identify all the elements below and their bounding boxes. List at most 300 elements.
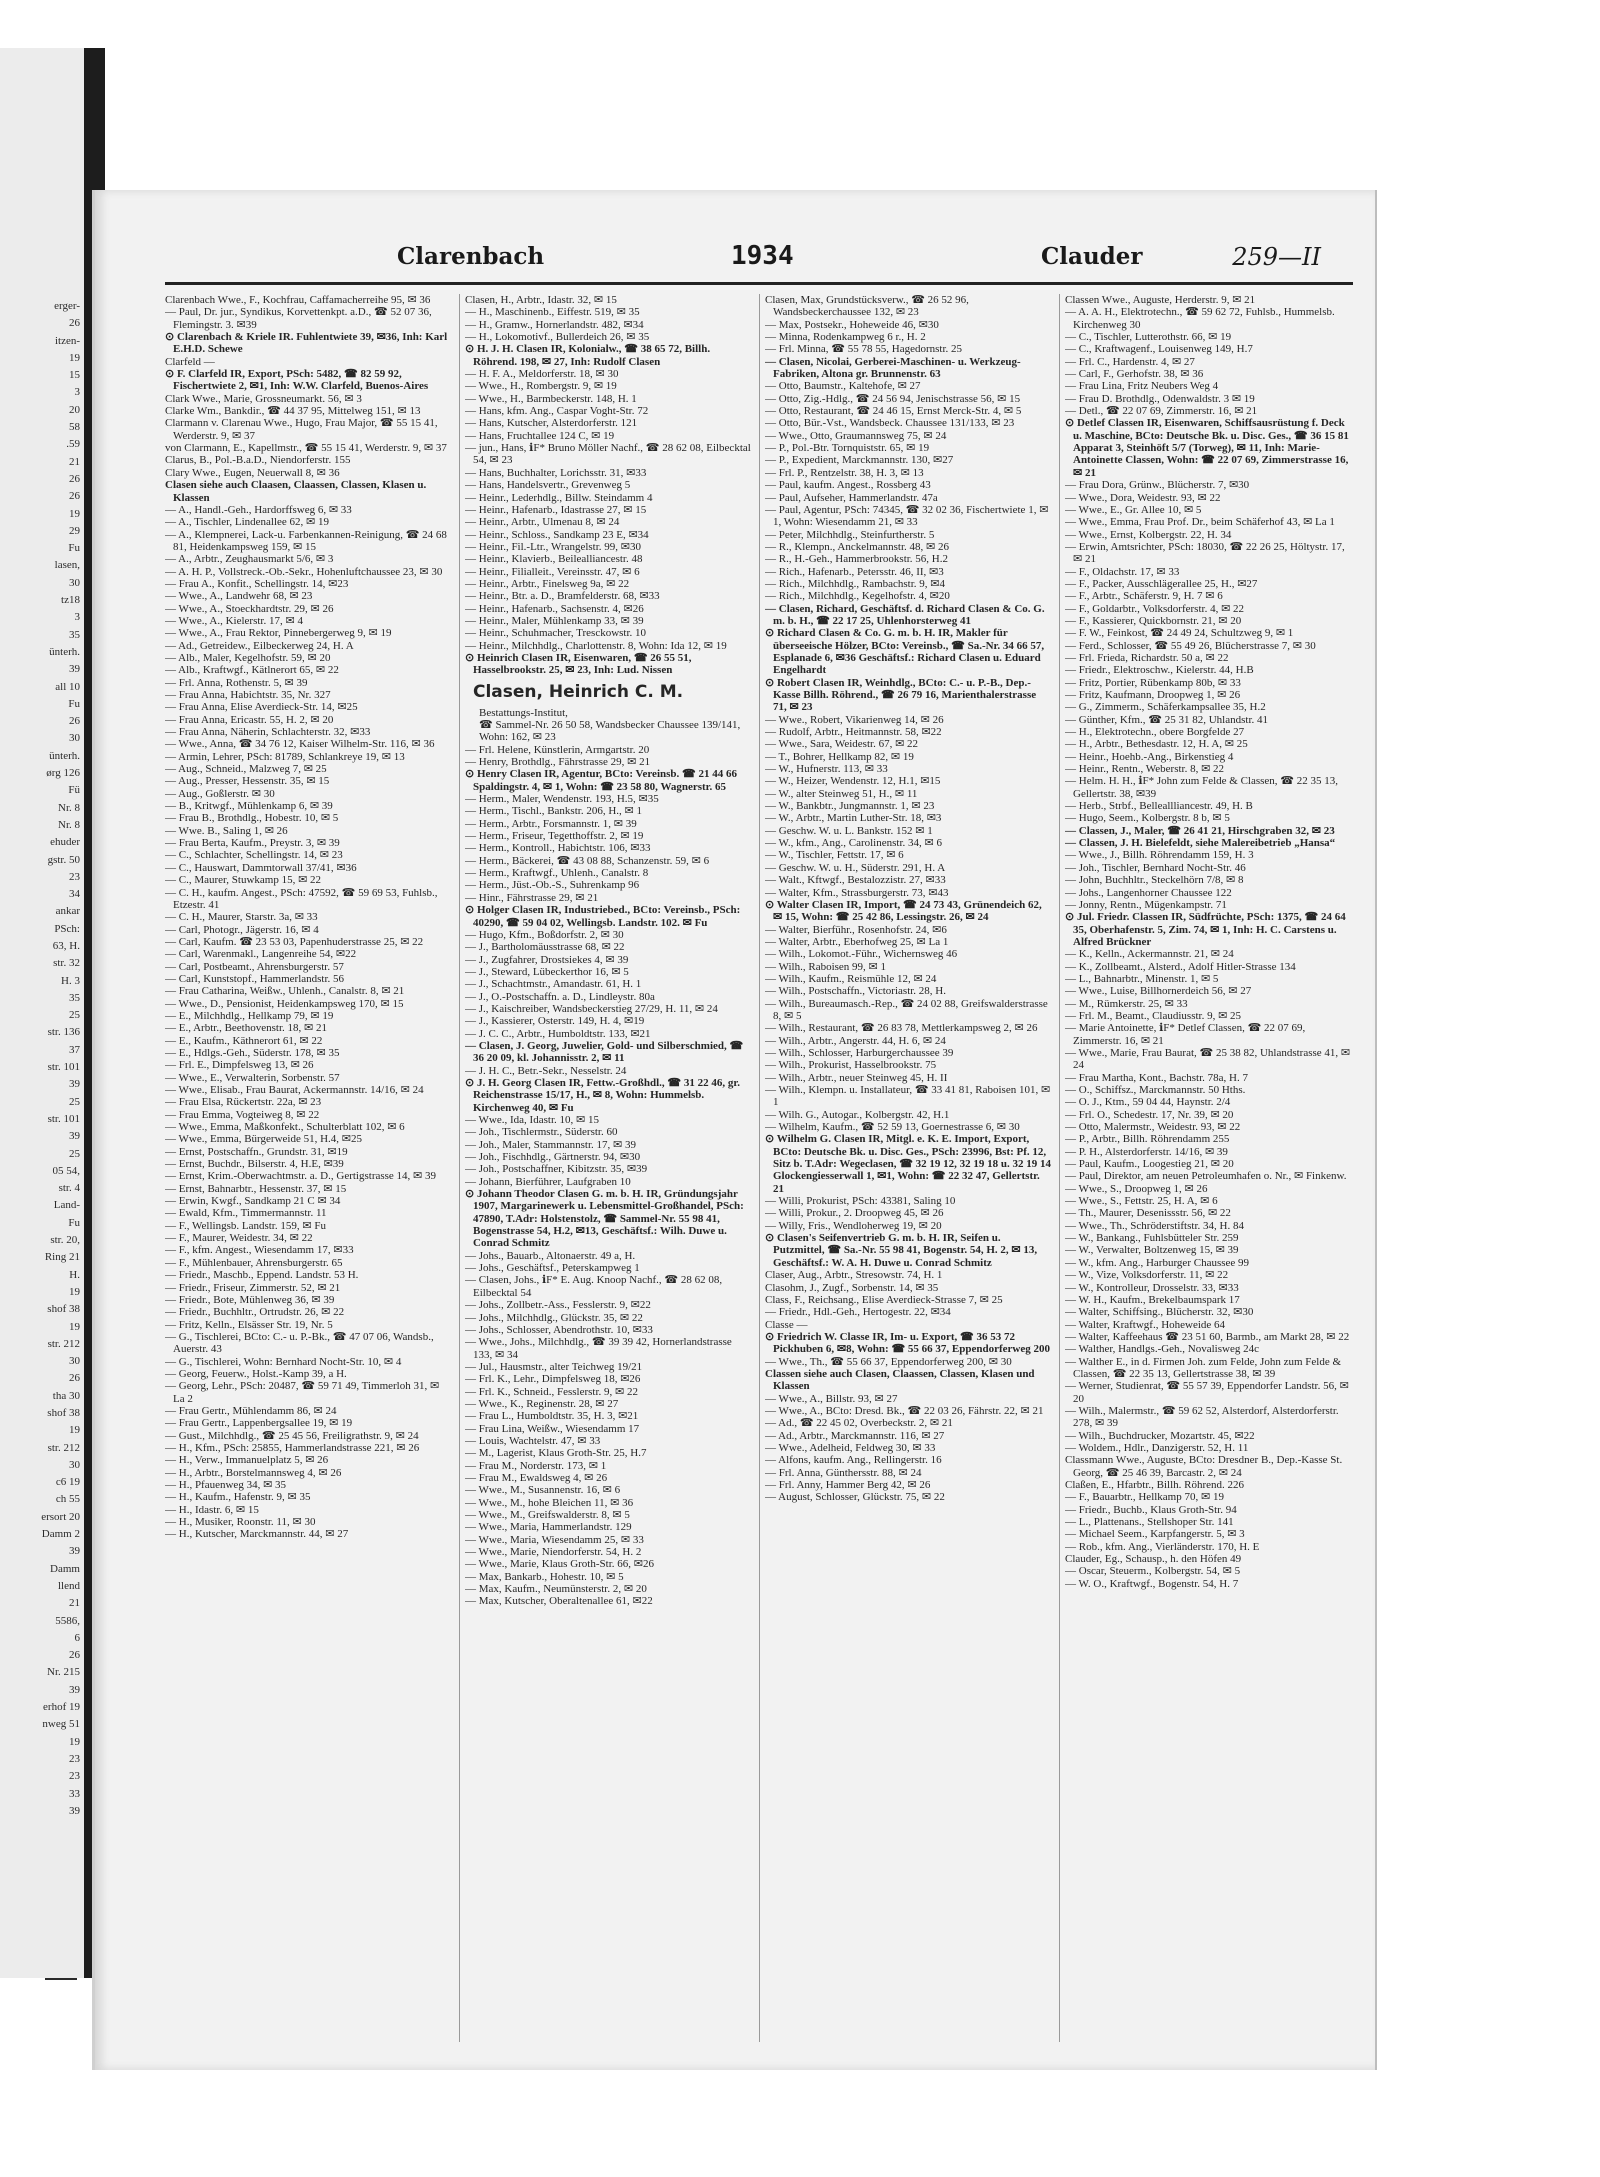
facing-page-fragment-line: 05 54,: [52, 1164, 80, 1177]
directory-entry: — J., Bartholomäusstrasse 68, ✉ 22: [465, 941, 625, 954]
directory-entry: — Herm., Tischl., Bankstr. 206, H., ✉ 1: [465, 805, 642, 818]
directory-entry: — K., Kelln., Ackermannstr. 21, ✉ 24: [1065, 948, 1234, 961]
directory-entry: — Otto, Bür.-Vst., Wandsbeck. Chaussee 131/133, ✉ 23: [765, 417, 1015, 430]
directory-entry: — Herm., Kraftwgf., Uhlenh., Canalstr. 8: [465, 867, 649, 880]
facing-page-fragment-line: Fu: [68, 1216, 80, 1229]
facing-page-fragment-line: str. 101: [47, 1112, 80, 1125]
directory-entry: — Ferd., Schlosser, ☎ 55 49 26, Blücherstrasse 7, ✉ 30: [1065, 639, 1316, 652]
directory-entry: — C., Schlachter, Schellingstr. 14, ✉ 23: [165, 849, 343, 862]
facing-page-fragment-line: Fu: [68, 697, 80, 710]
directory-entry: — Frau D. Brothdlg., Odenwaldstr. 3 ✉ 19: [1065, 392, 1255, 405]
directory-entry: — O., Schiffsz., Marckmannstr. 50 Hths.: [1065, 1084, 1246, 1096]
facing-page-fragment-line: 25: [69, 1095, 80, 1108]
directory-entry: — Paul, Dr. jur., Syndikus, Korvettenkpt. a.D., ☎ 52 07 36, Flemingstr. 3. ✉39: [165, 306, 432, 331]
facing-page-fragment-line: str. 101: [47, 1061, 80, 1074]
directory-entry: Bestattungs-Institut,: [479, 706, 568, 719]
facing-page-fragment-line: 33: [69, 1787, 80, 1800]
directory-entry: — Fritz, Kaufmann, Droopweg 1, ✉ 26: [1065, 689, 1241, 701]
directory-entry: — Max, Postsekr., Hoheweide 46, ✉30: [765, 318, 939, 331]
directory-entry: ⊙ J. H. Georg Clasen IR, Fettw.-Großhdl., ☎ 31 22 46, gr. Reichenstrasse 15/17, H., ✉ 8, Wohn: Hummelsb. Kirchenweg 40, ✉ Fu: [465, 1076, 740, 1114]
directory-entry: — Wwe., H., Rombergstr. 9, ✉ 19: [465, 380, 617, 393]
facing-page-fragment-line: tz18: [61, 594, 80, 607]
directory-entry: — Johs., Milchhdlg., Glückstr. 35, ✉ 22: [465, 1311, 643, 1324]
directory-entry: — Minna, Rodenkampweg 6 r., H. 2: [765, 331, 926, 344]
directory-entry: von Clarmann, E., Kapellmstr., ☎ 55 15 41, Werderstr. 9, ✉ 37: [165, 442, 447, 455]
directory-entry: — C. H., kaufm. Angest., PSch: 47592, ☎ 59 69 53, Fuhlsb., Etzestr. 41: [165, 886, 438, 911]
facing-page-fragment-line: shof 38: [47, 1407, 80, 1419]
directory-entry: — Friedr., Hdl.-Geh., Hertogestr. 22, ✉34: [765, 1306, 951, 1319]
facing-page-fragment-line: llend: [58, 1579, 80, 1592]
directory-entry: — Hans, Fruchtallee 124 C, ✉ 19: [465, 429, 615, 442]
facing-page-fragment-line: Nr. 215: [47, 1666, 80, 1679]
facing-page-fragment-line: str. 4: [58, 1182, 80, 1195]
directory-entry: — H., Verw., Immanuelplatz 5, ✉ 26: [165, 1454, 329, 1467]
facing-page-fragment-line: ankar: [55, 905, 80, 918]
directory-entry: — Carl, Kaufm. ☎ 23 53 03, Papenhuderstrasse 25, ✉ 22: [165, 935, 424, 948]
directory-entry: — M., Lagerist, Klaus Groth-Str. 25, H.7: [465, 1447, 647, 1460]
facing-page-fragment-line: .59: [66, 438, 80, 451]
column-1: [165, 294, 451, 2042]
directory-entry: — Frl. K., Schneid., Fesslerstr. 9, ✉ 22: [465, 1385, 638, 1398]
facing-page-fragment-line: 30: [69, 732, 80, 745]
directory-entry: Clasen, Max, Grundstücksverw., ☎ 26 52 96, Wandsbeckerchaussee 132, ✉ 23: [765, 294, 969, 319]
directory-entry: — Wilh., Schlosser, Harburgerchaussee 39: [765, 1046, 954, 1059]
directory-entry: — Joh., Maler, Stammannstr. 17, ✉ 39: [465, 1138, 637, 1151]
directory-entry: — Heinr., Hafenarb., Idastrasse 27, ✉ 15: [465, 503, 647, 516]
directory-entry: — P. H., Alsterdorferstr. 14/16, ✉ 39: [1065, 1145, 1228, 1158]
directory-entry: — Friedr., Elektroschw., Kielerstr. 44, H.B: [1065, 664, 1254, 677]
directory-entry: — Wwe., H., Barmbeckerstr. 148, H. 1: [465, 392, 637, 405]
directory-entry: — Johs., Schlosser, Abendrothstr. 10, ✉33: [465, 1323, 653, 1336]
directory-entry: — R., Klempn., Anckelmannstr. 48, ✉ 26: [765, 540, 949, 553]
directory-entry: — Friedr., Maschb., Eppend. Landstr. 53 H.: [165, 1269, 359, 1282]
directory-entry: — W., Vize, Volksdorferstr. 11, ✉ 22: [1065, 1269, 1229, 1282]
directory-entry: — E., Hdlgs.-Geh., Süderstr. 178, ✉ 35: [165, 1046, 340, 1059]
directory-entry: — Wilh., Klempn. u. Installateur, ☎ 33 41 81, Raboisen 101, ✉ 1: [765, 1084, 1051, 1109]
directory-entry: — J. C. C., Arbtr., Humboldtstr. 133, ✉21: [465, 1027, 651, 1040]
directory-entry: — F., Goldarbtr., Volksdorferstr. 4, ✉ 22: [1065, 602, 1245, 615]
directory-entry: — jun., Hans, ℹF* Bruno Möller Nachf., ☎ 28 62 08, Eilbecktal 54, ✉ 23: [465, 442, 751, 467]
facing-page-fragment-line: str. 20,: [50, 1234, 80, 1247]
directory-entry: — Walter, Bierführ., Rosenhofstr. 24, ✉6: [765, 923, 947, 936]
directory-entry: — Wilh., Lokomot.-Führ., Wichernsweg 46: [765, 948, 958, 961]
directory-entry: — H., Maschinenb., Eiffestr. 519, ✉ 35: [465, 306, 640, 319]
facing-page-fragment-line: 19: [69, 1735, 80, 1748]
directory-entry: — Wilh., Kaufm., Reismühle 12, ✉ 24: [765, 972, 937, 985]
directory-entry: — Heinr., Milchhdlg., Charlottenstr. 8, Wohn: Ida 12, ✉ 19: [465, 639, 727, 652]
directory-entry: — F., Maurer, Weidestr. 34, ✉ 22: [165, 1232, 313, 1245]
facing-page-fragment-line: 26: [69, 472, 80, 485]
facing-page-fragment-line: 21: [69, 1597, 80, 1610]
directory-entry: — H., Arbtr., Borstelmannsweg 4, ✉ 26: [165, 1466, 342, 1479]
directory-entry: — W., Tischler, Fettstr. 17, ✉ 6: [765, 849, 904, 862]
directory-entry: — F., Kassierer, Quickbornstr. 21, ✉ 20: [1065, 614, 1242, 627]
facing-page-fragment-line: 23: [69, 1752, 80, 1765]
directory-entry: — H., Pfauenweg 34, ✉ 35: [165, 1479, 287, 1491]
facing-page-fragment-line: 39: [69, 1545, 80, 1558]
directory-entry: — Günther, Kfm., ☎ 25 31 82, Uhlandstr. 41: [1065, 713, 1268, 726]
facing-page-fragment-line: 19: [69, 351, 80, 364]
directory-entry: — W., Kontrolleur, Drosselstr. 33, ✉33: [1065, 1281, 1239, 1294]
column-3: [765, 294, 1051, 2042]
directory-entry: — Walter, Kraftwgf., Hoheweide 64: [1065, 1318, 1226, 1331]
facing-page-fragment-line: shof 38: [47, 1303, 80, 1316]
directory-entry: — Otto, Baumstr., Kaltehofe, ✉ 27: [765, 380, 921, 393]
directory-entry: — Heinr., Hafenarb., Sachsenstr. 4, ✉26: [465, 602, 644, 615]
directory-entry: — Wilh., Postschaffn., Victoriastr. 28, H.: [765, 985, 947, 998]
facing-page-fragment-line: c6 19: [55, 1476, 80, 1489]
directory-entry: — Heinr., Maler, Mühlenkamp 33, ✉ 39: [465, 614, 644, 627]
facing-page-fragment-line: 15: [69, 369, 80, 382]
directory-entry: — Wwe., A., Landwehr 68, ✉ 23: [165, 590, 313, 603]
directory-entry: — Wwe., Elisab., Frau Baurat, Ackermannstr. 14/16, ✉ 24: [165, 1084, 424, 1096]
directory-entry: Classen siehe auch Clasen, Claassen, Classen, Klasen und Klassen: [765, 1367, 1035, 1393]
directory-entry: — G., Zimmerm., Schäferkampsallee 35, H.2: [1065, 701, 1266, 714]
directory-entry: — Frl. C., Hardenstr. 4, ✉ 27: [1065, 355, 1195, 368]
directory-entry: — Frl. P., Rentzelstr. 38, H. 3, ✉ 13: [765, 466, 924, 479]
directory-entry: — W., Arbtr., Martin Luther-Str. 18, ✉3: [765, 812, 942, 825]
directory-entry: — Aug., Presser, Hessenstr. 35, ✉ 15: [165, 775, 330, 788]
facing-page-fragment-line: 21: [69, 455, 80, 468]
facing-page-fragment-line: 39: [69, 1804, 80, 1817]
directory-entry: — Carl, Kunststopf., Hammerlandstr. 56: [165, 972, 345, 985]
directory-entry: Clasen siehe auch Claasen, Claassen, Classen, Klasen u. Klassen: [165, 479, 427, 504]
directory-entry: — Alfons, kaufm. Ang., Rellingerstr. 16: [765, 1454, 942, 1467]
directory-entry: — Helm. H. H., ℹF* John zum Felde & Classen, ☎ 22 35 13, Gellertstr. 38, ✉39: [1065, 775, 1339, 800]
facing-page-fragment-line: 30: [69, 576, 80, 589]
directory-entry: — Frau Anna, Habichtstr. 35, Nr. 327: [165, 689, 331, 701]
directory-entry: — Carl, Photogr., Jägerstr. 16, ✉ 4: [165, 923, 319, 936]
directory-entry: — Wwe., Adelheid, Feldweg 30, ✉ 33: [765, 1441, 936, 1454]
directory-entry: ⊙ Detlef Classen IR, Eisenwaren, Schiffsausrüstung f. Deck u. Maschine, BCto: Deutsche Bk. u. Disc. Ges., ☎ 36 15 81 Apparat 3, Steinhöft 5/7 (Torweg), ✉ 11, Inh: Marie-Antoinette Classen, Wohn: ☎ 22 07 69, Zimmerstrasse 16, ✉ 21: [1065, 417, 1349, 479]
directory-entry: — J., Kassierer, Osterstr. 149, H. 4, ✉19: [465, 1015, 645, 1028]
directory-entry: — Frau Dora, Grünw., Blücherstr. 7, ✉30: [1065, 479, 1250, 492]
page-header: [165, 243, 1335, 279]
directory-entry: — F., Wellingsb. Landstr. 159, ✉ Fu: [165, 1219, 326, 1232]
directory-entry: — Louis, Wachtelstr. 47, ✉ 33: [465, 1434, 601, 1447]
facing-page-fragment-line: 30: [69, 1458, 80, 1471]
facing-page-fragment-line: Fü: [68, 784, 80, 797]
directory-entry: — Willi, Prokur., 2. Droopweg 45, ✉ 26: [765, 1207, 944, 1220]
facing-page-fragment-line: 26: [69, 1372, 80, 1385]
directory-entry: — Frau Elsa, Rückertstr. 22a, ✉ 23: [165, 1096, 322, 1109]
facing-page-fragment-line: Land-: [53, 1199, 80, 1212]
directory-entry: — Wwe., A., Frau Rektor, Pinnebergerweg 9, ✉ 19: [165, 627, 392, 640]
directory-entry: Clasen, H., Arbtr., Idastr. 32, ✉ 15: [465, 294, 617, 306]
directory-entry: ⊙ Clasen's Seifenvertrieb G. m. b. H. IR, Seifen u. Putzmittel, ☎ Sa.-Nr. 55 98 41, Bogenstr. 54, H. 2, ✉ 13, Geschäftsf.: W. A. H. Duwe u. Conrad Schmitz: [765, 1232, 1038, 1269]
directory-entry: — R., H.-Geh., Hammerbrookstr. 56, H.2: [765, 553, 949, 566]
directory-entry: — Ernst, Bahnarbtr., Hessenstr. 37, ✉ 15: [165, 1182, 347, 1195]
facing-page-fragment-line: nweg 51: [42, 1718, 80, 1731]
directory-entry: Class, F., Reichsang., Elise Averdieck-Strasse 7, ✉ 25: [765, 1293, 1003, 1306]
directory-entry: — Frl. Frieda, Richardstr. 50 a, ✉ 22: [1065, 651, 1229, 664]
directory-entry: — F., Mühlenbauer, Ahrensburgerstr. 65: [165, 1256, 343, 1269]
facing-page-fragment-line: 26: [69, 490, 80, 503]
directory-entry: — Frl. Anny, Hammer Berg 42, ✉ 26: [765, 1479, 931, 1491]
directory-entry: — H., Kfm., PSch: 25855, Hammerlandstrasse 221, ✉ 26: [165, 1441, 420, 1454]
facing-page-fragment-line: str. 212: [47, 1337, 80, 1350]
directory-entry: — F., Bauarbtr., Hellkamp 70, ✉ 19: [1065, 1491, 1224, 1504]
directory-entry: — Ewald, Kfm., Timmermannstr. 11: [165, 1207, 327, 1220]
facing-page-fragment-line: ünterh.: [49, 749, 80, 762]
facing-page-fragment-line: str. 212: [47, 1441, 80, 1454]
directory-entry: — Wwe., Anna, ☎ 34 76 12, Kaiser Wilhelm-Str. 116, ✉ 36: [165, 738, 435, 751]
facing-page-fragment-line: tha 30: [52, 1389, 80, 1402]
directory-entry: — Wwe., A., BCto: Dresd. Bk., ☎ 22 03 26, Fährstr. 22, ✉ 21: [765, 1404, 1044, 1417]
facing-page-fragment-line: 39: [69, 663, 80, 676]
directory-entry: — Erwin, Kwgf., Sandkamp 21 C ✉ 34: [165, 1195, 341, 1208]
directory-entry: — Wwe., Johs., Milchhdlg., ☎ 39 39 42, Hornerlandstrasse 133, ✉ 34: [465, 1336, 732, 1361]
directory-entry: ⊙ Walter Clasen IR, Import, ☎ 24 73 43, Grünendeich 62, ✉ 15, Wohn: ☎ 25 42 86, Lessingstr. 26, ✉ 24: [765, 898, 1042, 924]
directory-entry: — Wilh., Restaurant, ☎ 26 83 78, Mettlerkampsweg 2, ✉ 26: [765, 1022, 1038, 1035]
directory-entry: — Wwe., E., Verwalterin, Sorbenstr. 57: [165, 1071, 340, 1084]
facing-page-fragment-line: 6: [74, 1631, 80, 1644]
directory-entry: — Wilh., Bureaumasch.-Rep., ☎ 24 02 88, Greifswalderstrasse 8, ✉ 5: [765, 997, 1048, 1022]
facing-page-fragment-line: 39: [69, 1130, 80, 1143]
directory-entry: — Heinr., Schuhmacher, Tresckowstr. 10: [465, 627, 647, 640]
directory-entry: — Paul, Kaufm., Loogestieg 21, ✉ 20: [1065, 1158, 1234, 1171]
directory-entry: — K., Zollbeamt., Alsterd., Adolf Hitler-Strasse 134: [1065, 960, 1296, 973]
facing-page-fragment-line: 25: [69, 1147, 80, 1160]
directory-entry: Clark Wwe., Marie, Grossneumarkt. 56, ✉ 3: [165, 392, 362, 405]
directory-entry: — C., Hauswart, Dammtorwall 37/41, ✉36: [165, 861, 357, 874]
directory-entry: — Clasen, Richard, Geschäftsf. d. Richard Clasen & Co. G. m. b. H., ☎ 22 17 25, Uhlenhorsterweg 41: [765, 602, 1045, 627]
directory-entry: — Aug., Goßlerstr. ✉ 30: [165, 787, 275, 800]
directory-entry: — F., Packer, Ausschlägerallee 25, H., ✉27: [1065, 577, 1258, 590]
directory-entry: — A., Handl.-Geh., Hardorffsweg 6, ✉ 33: [165, 503, 352, 516]
directory-entry: — Carl, F., Gerhofstr. 38, ✉ 36: [1065, 368, 1204, 381]
directory-entry: — Wwe., M., hohe Bleichen 11, ✉ 36: [465, 1496, 634, 1509]
directory-entry: — G., Tischlerei, BCto: C.- u. P.-Bk., ☎ 47 07 06, Wandsb., Auerstr. 43: [165, 1330, 434, 1356]
directory-entry: — Johann, Bierführer, Laufgraben 10: [465, 1175, 631, 1188]
facing-page-fragment-line: 26: [69, 1649, 80, 1662]
directory-entry: — Wwe., A., Stoeckhardtstr. 29, ✉ 26: [165, 602, 334, 615]
directory-entry: — W., Hufnerstr. 113, ✉ 33: [765, 763, 888, 776]
directory-entry: — Willi, Prokurist, PSch: 43381, Saling 10: [765, 1195, 956, 1208]
directory-heading: Clasen, Heinrich C. M.: [473, 681, 684, 702]
directory-entry: — Wwe., J., Billh. Röhrendamm 159, H. 3: [1065, 849, 1254, 862]
directory-entry: — Georg, Feuerw., Holst.-Kamp 39, a H.: [165, 1367, 347, 1380]
directory-entry: — Frl. Anna, Rothenstr. 5, ✉ 39: [165, 676, 308, 689]
directory-entry: — Walt., Kftwgf., Bestalozzistr. 27, ✉33: [765, 874, 946, 887]
directory-entry: — Friedr., Buchb., Klaus Groth-Str. 94: [1065, 1503, 1237, 1516]
directory-entry: — Ernst, Postschaffn., Grundstr. 31, ✉19: [165, 1145, 348, 1158]
facing-page-fragment-line: 35: [69, 628, 80, 641]
directory-entry: — Oscar, Steuerm., Kolbergstr. 54, ✉ 5: [1065, 1565, 1241, 1578]
directory-entry: — Walther E., in d. Firmen Joh. zum Felde, John zum Felde & Classen, ☎ 22 35 13, Gellertstrasse 38, ✉ 39: [1065, 1355, 1342, 1380]
directory-entry: — Joh., Tischler, Bernhard Nocht-Str. 46: [1065, 861, 1246, 874]
facing-page-fragment-line: Nr. 8: [58, 818, 80, 831]
directory-entry: Clarenbach Wwe., F., Kochfrau, Caffamacherreihe 95, ✉ 36: [165, 294, 431, 306]
directory-entry: — H., Kaufm., Hafenstr. 9, ✉ 35: [165, 1491, 311, 1504]
directory-entry: — Herm., Kontroll., Habichtstr. 106, ✉33: [465, 842, 651, 855]
directory-entry: — H., Gramw., Hornerlandstr. 482, ✉34: [465, 318, 644, 331]
directory-entry: — Aug., Schneid., Malzweg 7, ✉ 25: [165, 763, 327, 776]
directory-entry: — Wwe., Emma, Frau Prof. Dr., beim Schäferhof 43, ✉ La 1: [1065, 516, 1335, 529]
directory-entry: — Carl, Warenmakl., Langenreihe 54, ✉22: [165, 948, 357, 961]
directory-entry: — W. O., Kraftwgf., Bogenstr. 54, H. 7: [1065, 1577, 1239, 1590]
facing-page-fragment-line: 35: [69, 991, 80, 1004]
directory-entry: — Marie Antoinette, ℹF* Detlef Classen, ☎ 22 07 69, Zimmerstr. 16, ✉ 21: [1065, 1022, 1306, 1047]
facing-page-fragment-line: ørg 126: [46, 767, 80, 780]
directory-entry: — H., Lokomotivf., Bullerdeich 26, ✉ 35: [465, 331, 650, 344]
facing-page-fragment-line: 63, H.: [52, 939, 80, 952]
column-2: [465, 294, 751, 2042]
directory-entry: — Wwe., Marie, Klaus Groth-Str. 66, ✉26: [465, 1558, 654, 1571]
directory-entry: — Wwe., Otto, Graumannsweg 75, ✉ 24: [765, 429, 947, 442]
directory-entry: — Hans, Kutscher, Alsterdorferstr. 121: [465, 417, 638, 430]
directory-entry: — Wilh., Arbtr., neuer Steinweg 45, H. II: [765, 1071, 948, 1084]
directory-entry: — Frau Martha, Kont., Bachstr. 78a, H. 7: [1065, 1071, 1248, 1084]
directory-entry: — Frl. K., Lehr., Dimpfelsweg 18, ✉26: [465, 1373, 641, 1386]
directory-entry: Classe —: [765, 1318, 808, 1331]
directory-entry: — A., Arbtr., Zeughausmarkt 5/6, ✉ 3: [165, 553, 334, 566]
directory-entry: — Wwe., Robert, Vikarienweg 14, ✉ 26: [765, 713, 944, 726]
directory-entry: — Wwe., Marie, Frau Baurat, ☎ 25 38 82, Uhlandstrasse 41, ✉ 24: [1065, 1046, 1351, 1072]
directory-entry: — Woldem., Hdlr., Danzigerstr. 52, H. 11: [1065, 1441, 1249, 1454]
facing-page-fragment-line: Damm 2: [41, 1528, 80, 1541]
directory-entry: — C., Kraftwagenf., Louisenweg 149, H.7: [1065, 343, 1253, 356]
facing-page-fragment-line: 23: [69, 870, 80, 883]
facing-page-fragment-line: str. 136: [47, 1026, 80, 1039]
directory-entry: — Wwe., D., Pensionist, Heidenkampsweg 170, ✉ 15: [165, 997, 404, 1010]
directory-entry: — Herm., Bäckerei, ☎ 43 08 88, Schanzenstr. 59, ✉ 6: [465, 854, 710, 867]
directory-entry: — Hinr., Fährstrasse 29, ✉ 21: [465, 891, 599, 904]
facing-page-fragment-line: 26: [69, 715, 80, 728]
directory-entry: — Max, Bankarb., Hohestr. 10, ✉ 5: [465, 1570, 624, 1583]
directory-entry: — Henry, Brothdlg., Fährstrasse 29, ✉ 21: [465, 756, 651, 769]
directory-entry: — Armin, Lehrer, PSch: 81789, Schlankreye 19, ✉ 13: [165, 750, 405, 763]
column-divider: [1059, 294, 1060, 2042]
directory-entry: — Paul, Agentur, PSch: 74345, ☎ 32 02 36, Fischertwiete 1, ✉ 1, Wohn: Wiesendamm 21, ✉ 33: [765, 503, 1049, 529]
facing-page-fragment-line: 26: [69, 317, 80, 330]
facing-page-fragment-line: 39: [69, 1683, 80, 1696]
directory-entry: — Walter, Kfm., Strassburgerstr. 73, ✉43: [765, 886, 949, 899]
facing-page-fragment-line: 29: [69, 524, 80, 537]
facing-page-fragment-line: ünterh.: [49, 645, 80, 658]
directory-entry: — John, Buchhltr., Steckelhörn 7/8, ✉ 8: [1065, 874, 1244, 887]
directory-entry: — Wilh., Prokurist, Hasselbrookstr. 75: [765, 1059, 937, 1072]
directory-entry: — Frau Gertr., Mühlendamm 86, ✉ 24: [165, 1404, 337, 1417]
directory-entry: — Rich., Hafenarb., Petersstr. 46, II, ✉3: [765, 565, 944, 578]
directory-entry: — J., Kaischreiber, Wandsbeckerstieg 27/29, H. 11, ✉ 24: [465, 1002, 718, 1015]
directory-entry: Clarmann v. Clarenau Wwe., Hugo, Frau Major, ☎ 55 15 41, Werderstr. 9, ✉ 37: [165, 417, 438, 442]
facing-page-fragment-line: 30: [69, 1355, 80, 1368]
directory-entry: — Frl. E., Dimpfelsweg 13, ✉ 26: [165, 1059, 314, 1072]
directory-entry: — Clasen, Johs., ℹF* E. Aug. Knoop Nachf., ☎ 28 62 08, Eilbecktal 54: [465, 1274, 723, 1299]
facing-page-fragment-line: erger-: [54, 300, 80, 312]
directory-entry: — Ad., Arbtr., Marckmannstr. 116, ✉ 27: [765, 1429, 945, 1442]
facing-page-fragment-line: 37: [69, 1043, 80, 1056]
directory-entry: — Herm., Friseur, Tegetthoffstr. 2, ✉ 19: [465, 830, 644, 843]
directory-entry: — Herm., Arbtr., Forsmannstr. 1, ✉ 39: [465, 817, 637, 830]
directory-entry: — F., kfm. Angest., Wiesendamm 17, ✉33: [165, 1244, 354, 1257]
directory-entry: — Otto, Zig.-Hdlg., ☎ 24 56 94, Jenischstrasse 56, ✉ 15: [765, 392, 1021, 405]
directory-entry: — Herb., Strbf., Belleallliancestr. 49, H. B: [1065, 800, 1253, 813]
facing-page-fragment-line: erhof 19: [43, 1701, 80, 1714]
directory-entry: — Heinr., Klavierb., Beilealliancestr. 48: [465, 553, 643, 566]
directory-entry: ⊙ Holger Clasen IR, Industriebed., BCto: Vereinsb., PSch: 40290, ☎ 59 04 02, Wellingsb. Landstr. 102. ✉ Fu: [465, 904, 741, 929]
directory-entry: — Johs., Geschäftsf., Peterskampweg 1: [465, 1262, 640, 1275]
directory-entry: ⊙ Robert Clasen IR, Weinhdlg., BCto: C.- u. P.-B., Dep.-Kasse Billh. Röhrend., ☎ 26 79 16, Marienthalerstrasse 71, ✉ 23: [765, 676, 1037, 714]
directory-entry: — Wwe., Ida, Idastr. 10, ✉ 15: [465, 1114, 599, 1126]
directory-entry: — Frau Lina, Fritz Neubers Weg 4: [1065, 380, 1219, 393]
directory-entry: — Geschw. W. u. H., Süderstr. 291, H. A: [765, 861, 946, 874]
directory-entry: — J., Schachtmstr., Amandastr. 61, H. 1: [465, 978, 642, 991]
directory-entry: — Hans, Buchhalter, Lorichsstr. 31, ✉33: [465, 466, 647, 479]
directory-entry: — J., Steward, Lübeckerthor 16, ✉ 5: [465, 965, 629, 978]
directory-entry: — M., Rümkerstr. 25, ✉ 33: [1065, 997, 1188, 1010]
directory-entry: — Walter, Arbtr., Eberhofweg 25, ✉ La 1: [765, 935, 949, 948]
directory-entry: — Jonny, Rentn., Mügenkampstr. 71: [1065, 898, 1227, 911]
directory-entry: — Clasen, Nicolai, Gerberei-Maschinen- u. Werkzeug-Fabriken, Altona gr. Brunnenstr. 63: [765, 355, 1021, 381]
header-year: 1934: [731, 241, 794, 271]
directory-entry: — Wilh., Arbtr., Angerstr. 44, H. 6, ✉ 24: [765, 1034, 946, 1047]
directory-entry: — A., Klempnerei, Lack-u. Farbenkannen-Reinigung, ☎ 24 68 81, Heidenkampsweg 159, ✉ 15: [165, 528, 447, 553]
directory-entry: — Alb., Maler, Kegelhofstr. 59, ✉ 20: [165, 651, 331, 664]
directory-entry: — Wwe., S., Fettstr. 25, H. A, ✉ 6: [1065, 1195, 1218, 1208]
facing-page-fragment: [0, 48, 84, 1978]
facing-page-fragment-line: itzen-: [54, 334, 80, 347]
facing-page-fragment-line: 5586,: [55, 1614, 80, 1627]
directory-entry: — Wwe., M., Greifswalderstr. 8, ✉ 5: [465, 1509, 630, 1521]
directory-entry: — Johs., Bauarb., Altonaerstr. 49 a, H.: [465, 1249, 636, 1262]
directory-entry: — Paul, Aufseher, Hammerlandstr. 47a: [765, 491, 938, 504]
directory-entry: — Ernst, Buchdr., Bilserstr. 4, H.E, ✉39: [165, 1158, 344, 1171]
directory-entry: — W., kfm. Ang., Harburger Chaussee 99: [1065, 1256, 1250, 1269]
directory-entry: — Heinr., Arbtr., Finelsweg 9a, ✉ 22: [465, 577, 630, 590]
column-divider: [459, 294, 460, 2042]
directory-entry: — O. J., Ktm., 59 04 44, Haynstr. 2/4: [1065, 1096, 1231, 1109]
directory-entry: — Frl. M., Beamt., Claudiusstr. 9, ✉ 25: [1065, 1009, 1242, 1022]
directory-entry: ⊙ Jul. Friedr. Classen IR, Südfrüchte, PSch: 1375, ☎ 24 64 35, Oberhafenstr. 5, Zim. 74, ✉ 1, Inh: H. C. Carstens u. Alfred Brückner: [1065, 911, 1346, 948]
directory-entry: — Frau Gertr., Lappenbergsallee 19, ✉ 19: [165, 1417, 353, 1430]
directory-entry: ☎ Sammel-Nr. 26 50 58, Wandsbecker Chaussee 139/141, Wohn: 162, ✉ 23: [479, 719, 741, 744]
directory-entry: — Classen, J. H. Bielefeldt, siehe Malereibetrieb „Hansa“: [1065, 837, 1336, 850]
directory-entry: Clarfeld —: [165, 355, 215, 368]
facing-page-fragment-line: Ring 21: [44, 1251, 80, 1264]
directory-entry: — Wwe., Luise, Billhornerdeich 56, ✉ 27: [1065, 985, 1252, 998]
directory-entry: — P., Pol.-Btr. Tornquiststr. 65, ✉ 19: [765, 442, 930, 455]
directory-entry: — Wwe., Emma, Bürgerweide 51, H.4, ✉25: [165, 1133, 362, 1146]
directory-entry: — Frl. O., Schedestr. 17, Nr. 39, ✉ 20: [1065, 1108, 1234, 1121]
directory-entry: — Hans, Handelsvertr., Grevenweg 5: [465, 479, 631, 492]
directory-entry: — J., Zugfahrer, Drostsiekes 4, ✉ 39: [465, 953, 629, 966]
facing-page-fragment-line: 34: [69, 888, 80, 901]
directory-entry: — Frau Berta, Kaufm., Preystr. 3, ✉ 39: [165, 837, 340, 850]
directory-entry: — C., Maurer, Stuwkamp 15, ✉ 22: [165, 874, 322, 887]
directory-entry: ⊙ Henry Clasen IR, Agentur, BCto: Vereinsb. ☎ 21 44 66 Spaldingstr. 4, ✉ 1, Wohn: ☎ 23 58 80, Wagnerstr. 65: [465, 768, 737, 793]
directory-entry: — H., Idastr. 6, ✉ 15: [165, 1503, 259, 1516]
directory-page: [92, 190, 1377, 2070]
directory-entry: — Friedr., Bote, Mühlenweg 36, ✉ 39: [165, 1293, 335, 1306]
facing-page-fragment-line: 20: [69, 403, 80, 416]
directory-entry: — Heinr., Rentn., Weberstr. 8, ✉ 22: [1065, 763, 1225, 776]
directory-entry: — Johs., Langenhorner Chaussee 122: [1065, 886, 1232, 899]
directory-entry: — A., Tischler, Lindenallee 62, ✉ 19: [165, 516, 329, 529]
header-first-entry: Clarenbach: [397, 243, 545, 270]
directory-entry: — Erwin, Amtsrichter, PSch: 18030, ☎ 22 26 25, Höltystr. 17, ✉ 21: [1065, 540, 1345, 566]
facing-page-fragment-line: PSch:: [54, 922, 80, 935]
directory-entry: — Willy, Fris., Wendloherweg 19, ✉ 20: [765, 1219, 942, 1232]
directory-entry: — P., Arbtr., Billh. Röhrendamm 255: [1065, 1133, 1230, 1146]
directory-entry: — Wwe., M., Susannenstr. 16, ✉ 6: [465, 1484, 621, 1497]
directory-entry: Clauder, Eg., Schausp., h. den Höfen 49: [1065, 1553, 1242, 1566]
directory-entry: Claßen, E., Hfarbtr., Billh. Röhrend. 226: [1065, 1479, 1245, 1491]
directory-entry: — Joh., Postschaffner, Kibitzstr. 35, ✉39: [465, 1163, 648, 1176]
directory-entry: — Ernst, Krim.-Oberwachtmstr. a. D., Gertigstrasse 14, ✉ 39: [165, 1170, 437, 1183]
directory-entry: — Hans, kfm. Ang., Caspar Voght-Str. 72: [465, 405, 649, 418]
